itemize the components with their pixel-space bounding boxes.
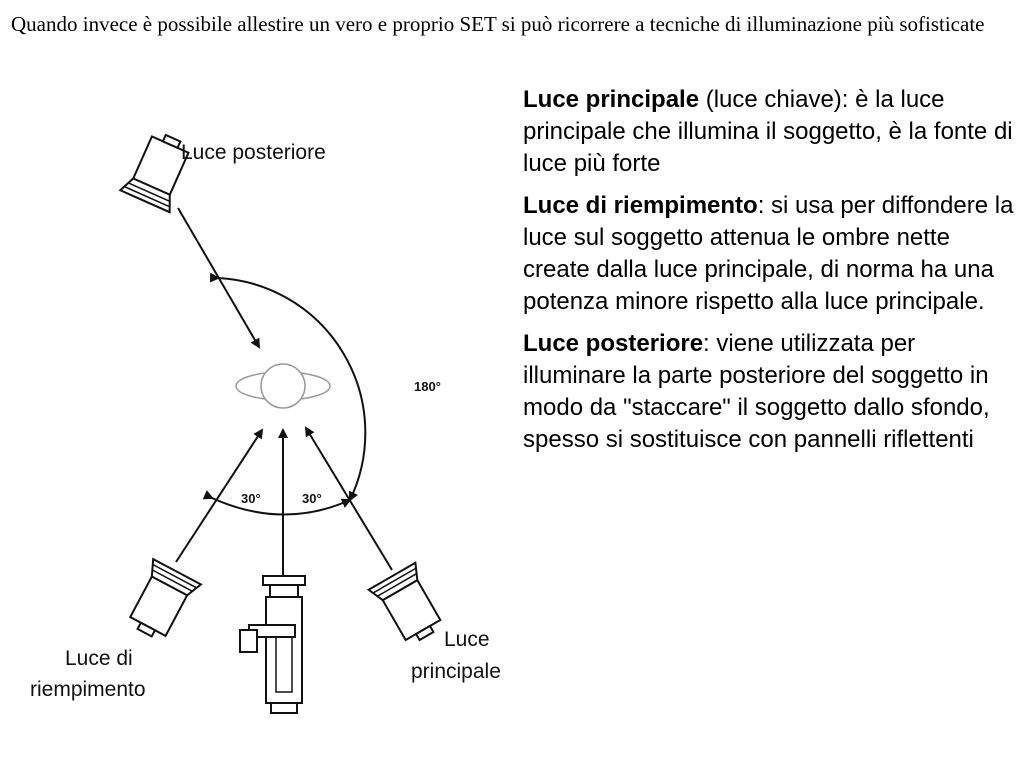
angle-30-right-label: 30°: [302, 491, 322, 506]
fill-light-label-line2: riempimento: [30, 678, 146, 701]
key-light-label-line1: Luce: [444, 628, 490, 651]
term-fill-light: Luce di riempimento: [523, 192, 758, 219]
camera-icon: [240, 576, 305, 713]
angle-30-left-label: 30°: [241, 491, 261, 506]
fill-light-label-line1: Luce di: [65, 647, 133, 670]
description-fill-light: [523, 190, 1023, 318]
key-light-label-line2: principale: [411, 660, 501, 683]
lighting-setup-diagram: [0, 80, 540, 720]
arc-30: [212, 498, 350, 515]
back-light-ray: [178, 208, 259, 347]
angle-180-label: 180°: [414, 379, 441, 394]
text-key-light: (luce chiave): è la luce principale che illumina il soggetto, è la fonte di luce più forte: [523, 86, 1013, 177]
text-back-light: : viene utilizzata per illuminare la parte posteriore del soggetto in modo da "staccare" il soggetto dallo sfondo, spesso si sostituisce con pannelli riflettenti: [523, 330, 990, 453]
subject-icon: [236, 364, 330, 408]
term-key-light: Luce principale: [523, 86, 700, 113]
key-light-icon: [369, 563, 450, 650]
description-key-light: [523, 84, 1023, 180]
description-back-light: [523, 328, 1023, 456]
descriptions-column: [523, 84, 1023, 466]
slide-title: Quando invece è possibile allestire un vero e proprio SET si può ricorrere a tecniche di illuminazione più sofisticate: [11, 12, 985, 36]
term-back-light: Luce posteriore: [523, 330, 704, 357]
back-light-label: Luce posteriore: [181, 141, 326, 164]
back-light-icon: [120, 127, 197, 212]
fill-light-icon: [121, 559, 201, 645]
text-fill-light: : si usa per diffondere la luce sul soggetto attenua le ombre nette create dalla luce principale, di norma ha una potenza minore rispetto alla luce principale.: [523, 192, 1014, 315]
